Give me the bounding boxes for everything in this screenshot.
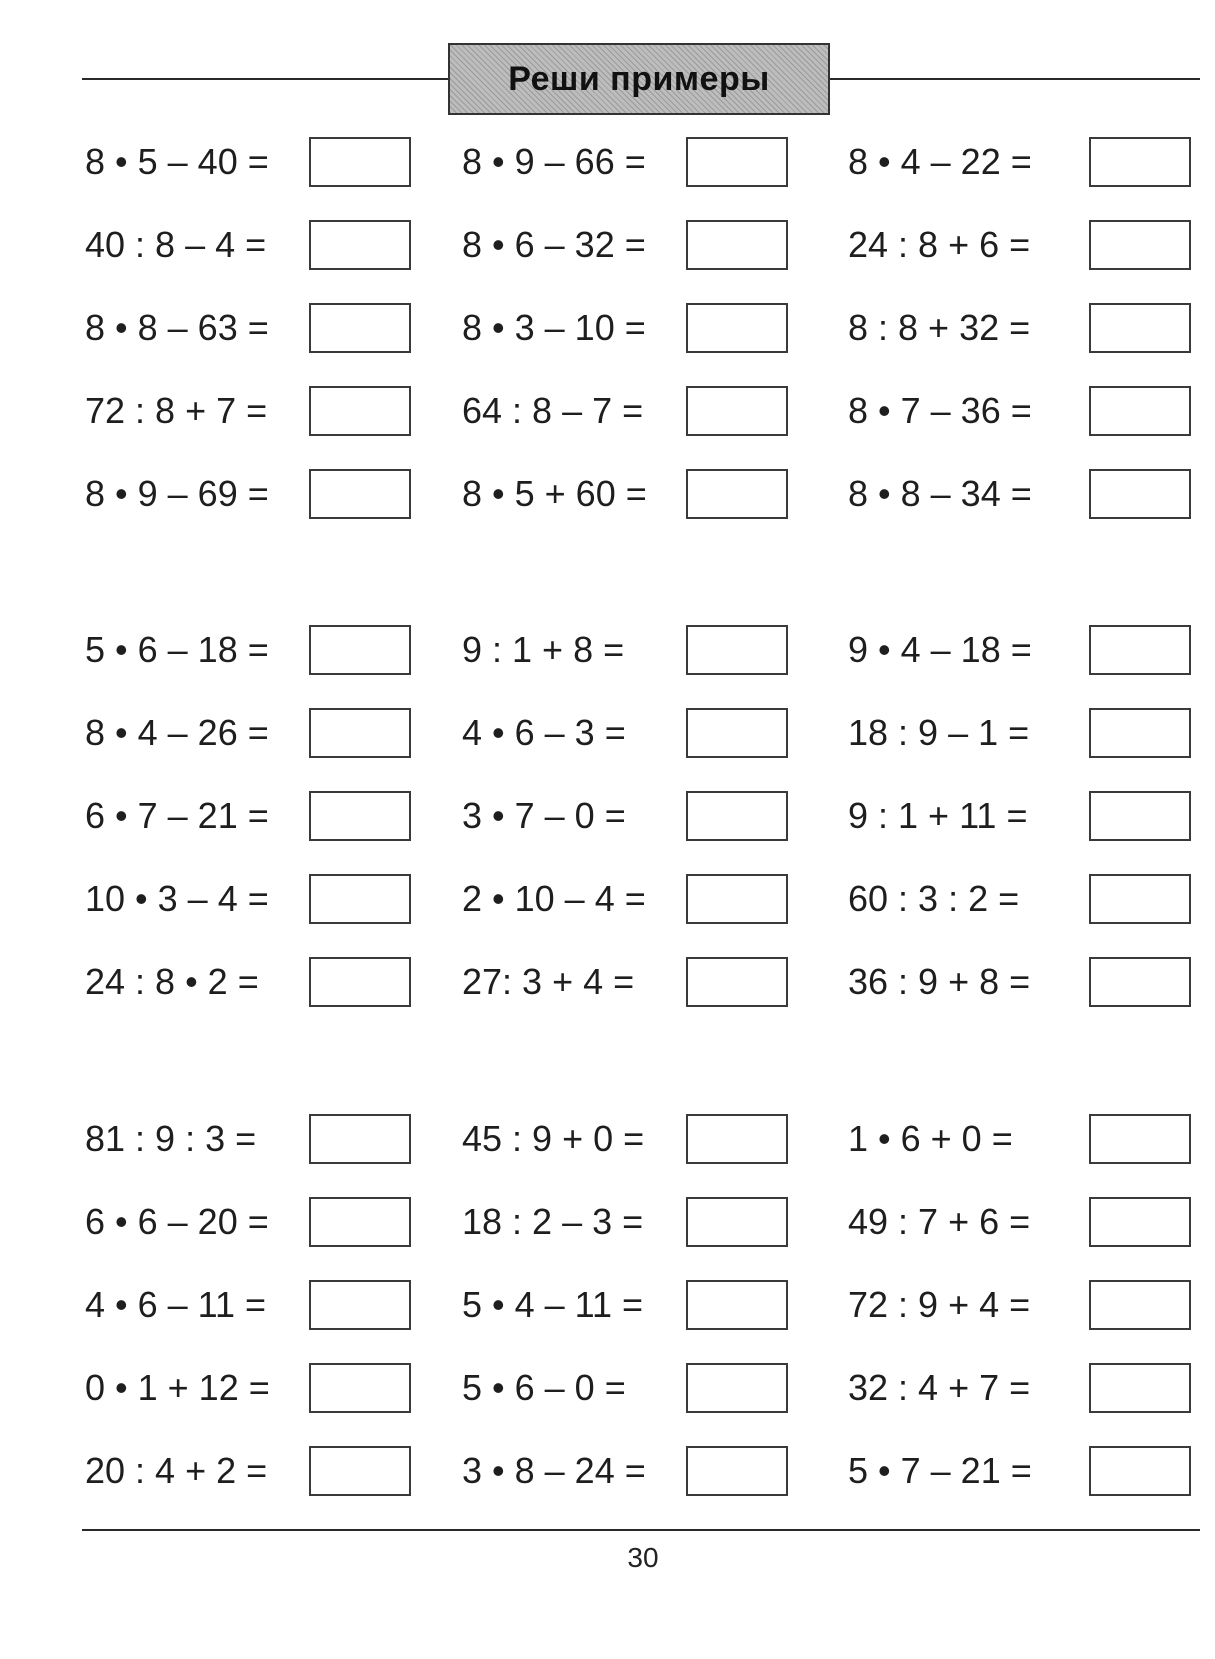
problem-expression: 72 : 8 + 7 = <box>85 390 268 431</box>
answer-box[interactable] <box>1089 1363 1191 1413</box>
problem-expression: 8 • 8 – 63 = <box>85 307 269 348</box>
problem-expression: 36 : 9 + 8 = <box>848 961 1031 1002</box>
answer-box[interactable] <box>686 625 788 675</box>
answer-box[interactable] <box>309 1280 411 1330</box>
answer-box[interactable] <box>1089 137 1191 187</box>
answer-box[interactable] <box>686 1280 788 1330</box>
answer-box[interactable] <box>686 1197 788 1247</box>
problem-expression: 3 • 7 – 0 = <box>462 795 626 836</box>
problem-expression: 45 : 9 + 0 = <box>462 1118 645 1159</box>
answer-box[interactable] <box>1089 1114 1191 1164</box>
answer-box[interactable] <box>309 303 411 353</box>
answer-box[interactable] <box>1089 1280 1191 1330</box>
answer-box[interactable] <box>309 957 411 1007</box>
answer-box[interactable] <box>309 386 411 436</box>
answer-box[interactable] <box>309 1363 411 1413</box>
problem-expression: 1 • 6 + 0 = <box>848 1118 1013 1159</box>
answer-box[interactable] <box>1089 386 1191 436</box>
answer-box[interactable] <box>686 137 788 187</box>
answer-box[interactable] <box>1089 469 1191 519</box>
problem-expression: 2 • 10 – 4 = <box>462 878 646 919</box>
problem-expression: 18 : 2 – 3 = <box>462 1201 644 1242</box>
top-rule-left <box>82 78 450 80</box>
problem-expression: 49 : 7 + 6 = <box>848 1201 1031 1242</box>
answer-box[interactable] <box>309 137 411 187</box>
answer-box[interactable] <box>309 874 411 924</box>
problem-expression: 8 • 3 – 10 = <box>462 307 646 348</box>
problem-expression: 6 • 7 – 21 = <box>85 795 269 836</box>
problem-expression: 32 : 4 + 7 = <box>848 1367 1031 1408</box>
answer-box[interactable] <box>686 1363 788 1413</box>
answer-box[interactable] <box>309 1197 411 1247</box>
problem-expression: 6 • 6 – 20 = <box>85 1201 269 1242</box>
answer-box[interactable] <box>309 1446 411 1496</box>
problem-expression: 5 • 6 – 18 = <box>85 629 269 670</box>
problem-expression: 8 • 9 – 69 = <box>85 473 269 514</box>
problem-expression: 5 • 6 – 0 = <box>462 1367 626 1408</box>
problem-expression: 72 : 9 + 4 = <box>848 1284 1031 1325</box>
answer-box[interactable] <box>1089 708 1191 758</box>
problem-expression: 9 : 1 + 8 = <box>462 629 625 670</box>
answer-box[interactable] <box>309 791 411 841</box>
answer-box[interactable] <box>309 625 411 675</box>
answer-box[interactable] <box>686 874 788 924</box>
problem-expression: 8 • 5 – 40 = <box>85 141 269 182</box>
problem-expression: 5 • 7 – 21 = <box>848 1450 1032 1491</box>
answer-box[interactable] <box>1089 220 1191 270</box>
problem-expression: 8 • 4 – 26 = <box>85 712 269 753</box>
answer-box[interactable] <box>686 303 788 353</box>
answer-box[interactable] <box>1089 791 1191 841</box>
problem-expression: 8 • 7 – 36 = <box>848 390 1032 431</box>
problem-expression: 4 • 6 – 3 = <box>462 712 626 753</box>
answer-box[interactable] <box>686 220 788 270</box>
problem-expression: 60 : 3 : 2 = <box>848 878 1020 919</box>
problem-expression: 64 : 8 – 7 = <box>462 390 644 431</box>
problem-expression: 8 • 8 – 34 = <box>848 473 1032 514</box>
problem-expression: 18 : 9 – 1 = <box>848 712 1030 753</box>
bottom-rule <box>82 1529 1200 1531</box>
page-number: 30 <box>627 1542 659 1573</box>
page-title: Реши примеры <box>508 59 770 98</box>
answer-box[interactable] <box>686 469 788 519</box>
answer-box[interactable] <box>309 469 411 519</box>
problem-expression: 10 • 3 – 4 = <box>85 878 269 919</box>
problem-expression: 27: 3 + 4 = <box>462 961 635 1002</box>
answer-box[interactable] <box>1089 1446 1191 1496</box>
answer-box[interactable] <box>1089 957 1191 1007</box>
top-rule-right <box>828 78 1200 80</box>
problem-expression: 40 : 8 – 4 = <box>85 224 267 265</box>
answer-box[interactable] <box>1089 1197 1191 1247</box>
answer-box[interactable] <box>686 1446 788 1496</box>
title-banner <box>448 43 830 115</box>
problem-expression: 4 • 6 – 11 = <box>85 1284 267 1325</box>
problem-expression: 8 • 6 – 32 = <box>462 224 646 265</box>
answer-box[interactable] <box>686 957 788 1007</box>
problem-expression: 9 • 4 – 18 = <box>848 629 1032 670</box>
problem-expression: 3 • 8 – 24 = <box>462 1450 646 1491</box>
answer-box[interactable] <box>309 220 411 270</box>
problem-expression: 20 : 4 + 2 = <box>85 1450 268 1491</box>
problem-expression: 8 • 9 – 66 = <box>462 141 646 182</box>
problem-expression: 24 : 8 • 2 = <box>85 961 259 1002</box>
problem-expression: 8 • 4 – 22 = <box>848 141 1032 182</box>
problem-expression: 8 • 5 + 60 = <box>462 473 647 514</box>
answer-box[interactable] <box>686 791 788 841</box>
problem-expression: 24 : 8 + 6 = <box>848 224 1031 265</box>
answer-box[interactable] <box>1089 303 1191 353</box>
answer-box[interactable] <box>1089 625 1191 675</box>
problem-expression: 81 : 9 : 3 = <box>85 1118 257 1159</box>
answer-box[interactable] <box>309 1114 411 1164</box>
answer-box[interactable] <box>686 386 788 436</box>
problem-expression: 9 : 1 + 11 = <box>848 795 1028 836</box>
answer-box[interactable] <box>686 1114 788 1164</box>
answer-box[interactable] <box>686 708 788 758</box>
answer-box[interactable] <box>1089 874 1191 924</box>
problem-expression: 8 : 8 + 32 = <box>848 307 1031 348</box>
problem-expression: 5 • 4 – 11 = <box>462 1284 644 1325</box>
answer-box[interactable] <box>309 708 411 758</box>
problem-expression: 0 • 1 + 12 = <box>85 1367 270 1408</box>
